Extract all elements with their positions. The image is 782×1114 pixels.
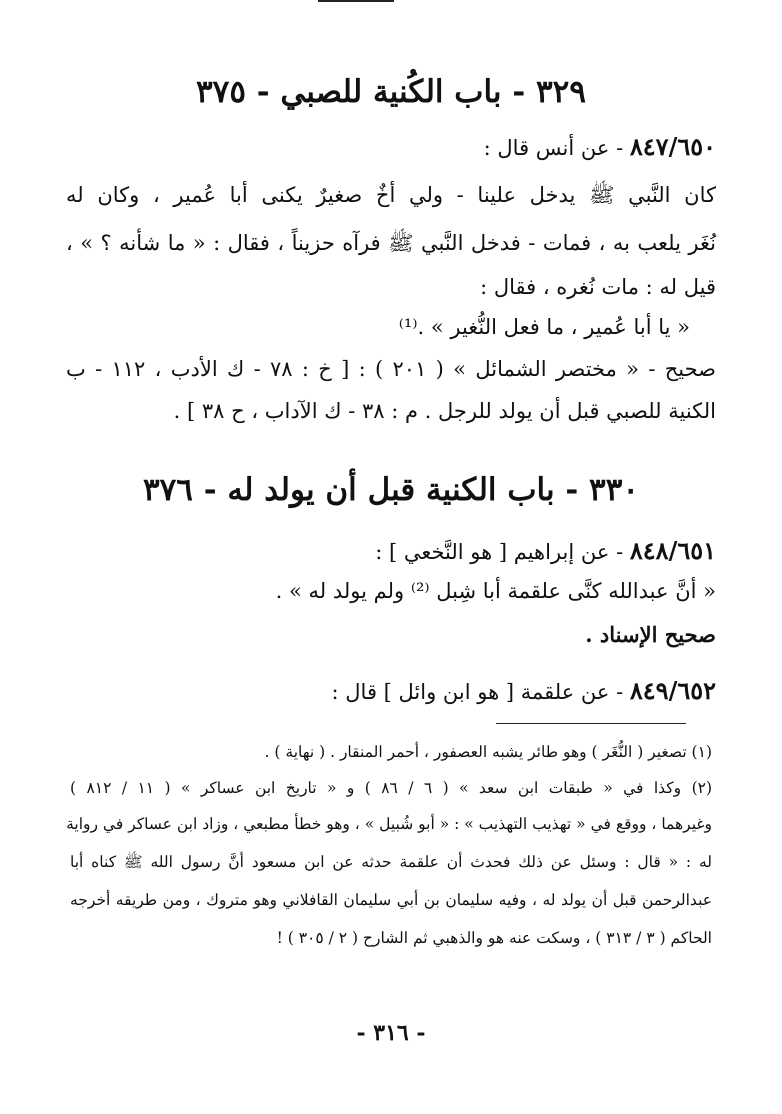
- grading-line: صحيح - « مختصر الشمائل » ( ٢٠١ ) : [ خ : ٧٨ - ك الأدب ، ١١٢ - ب: [66, 357, 717, 381]
- footnote-separator: [496, 723, 686, 724]
- footnote-line: عبدالرحمن قبل أن يولد له ، وفيه سليمان بن أبي سليمان القافلاني وهو متروك ، ومن طريقه أخرجه: [70, 891, 712, 909]
- hadith-intro: - عن علقمة [ هو ابن وائل ] قال :: [331, 680, 624, 704]
- hadith-number: ٨٤٩/٦٥٢: [629, 676, 716, 705]
- hadith-intro: - عن إبراهيم [ هو النَّخعي ] :: [375, 540, 624, 564]
- hadith-text-line: نُغَر يلعب به ، فمات - فدخل النَّبي ﷺ فرآه حزيناً ، فقال : « ما شأنه ؟ » ،: [66, 231, 716, 255]
- footnote-line: له : « قال : وسئل عن ذلك فحدث أن علقمة حدثه عن ابن مسعود أنَّ رسول الله ﷺ كناه أبا: [70, 853, 712, 871]
- footnote-line: (١) تصغير ( النُّغَر ) وهو طائر يشبه العصفور ، أحمر المنقار . ( نهاية ) .: [264, 743, 712, 761]
- top-rule: [318, 0, 394, 2]
- chapter-heading: ٣٣٠ - باب الكنية قبل أن يولد له - ٣٧٦: [143, 472, 639, 508]
- hadith-text-line: « يا أبا عُمير ، ما فعل النُّغير » .⁽¹⁾: [398, 315, 690, 339]
- hadith-header: [66, 536, 716, 567]
- hadith-number: ٨٤٧/٦٥٠: [629, 132, 716, 161]
- hadith-intro: - عن أنس قال :: [483, 136, 624, 160]
- footnote-line: الحاكم ( ٣ / ٣١٣ ) ، وسكت عنه هو والذهبي ثم الشارح ( ٢ / ٣٠٥ ) !: [276, 929, 712, 947]
- page-number: - ٣١٦ -: [356, 1020, 426, 1046]
- hadith-text-line: قيل له : مات نُغره ، فقال :: [480, 275, 716, 299]
- grading-line: صحيح الإسناد .: [585, 622, 716, 647]
- footnote-line: وغيرهما ، ووقع في « تهذيب التهذيب » : « أبو شُبيل » ، وهو خطأ مطبعي ، وزاد ابن عساكر في رواية: [66, 815, 712, 833]
- hadith-text-line: كان النَّبي ﷺ يدخل علينا - ولي أخٌ صغيرٌ يكنى أبا عُمير ، وكان له: [66, 183, 716, 207]
- hadith-header: [66, 676, 716, 707]
- hadith-number: ٨٤٨/٦٥١: [629, 536, 716, 565]
- hadith-header: [66, 132, 716, 163]
- hadith-text-line: « أنَّ عبدالله كنَّى علقمة أبا شِبل ⁽²⁾ ولم يولد له » .: [275, 579, 716, 603]
- footnote-line: (٢) وكذا في « طبقات ابن سعد » ( ٦ / ٨٦ ) و « تاريخ ابن عساكر » ( ١١ / ٨١٢ ): [70, 779, 713, 797]
- chapter-heading: ٣٢٩ - باب الكُنية للصبي - ٣٧٥: [196, 74, 586, 110]
- grading-line: الكنية للصبي قبل أن يولد للرجل . م : ٣٨ - ك الآداب ، ح ٣٨ ] .: [173, 399, 716, 423]
